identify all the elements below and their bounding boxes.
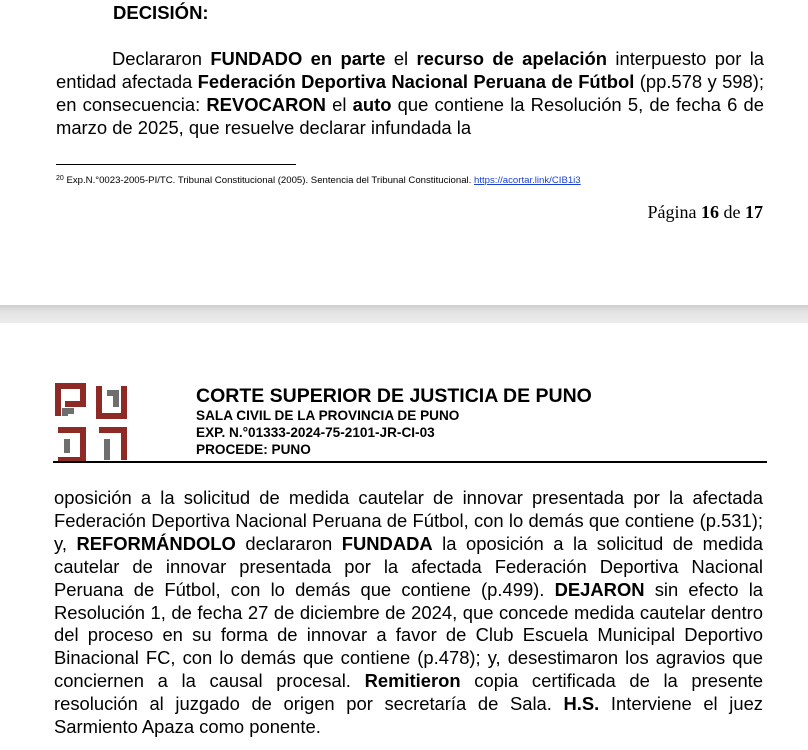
- decision-paragraph: Declararon FUNDADO en parte el recurso de apelación interpuesto por la entidad afectada Federación Deportiva Nacional Peruana de Fútbol (pp.578 y 598); en consecuencia: REVOCARON el auto que contiene la Resolución 5, de fecha 6 de marzo de 2025, que resuelve declarar infundada la: [56, 48, 765, 138]
- footnote-divider: [56, 164, 296, 165]
- case-origin: PROCEDE: PUNO: [196, 442, 311, 457]
- case-number: EXP. N.°01333-2024-75-2101-JR-CI-03: [196, 425, 435, 440]
- decision-heading: DECISIÓN:: [113, 2, 209, 23]
- page-number: Página 16 de 17: [647, 202, 763, 222]
- footnote-number: 20: [56, 175, 64, 182]
- document-page-17: [0, 323, 808, 750]
- court-header: [196, 385, 592, 458]
- header-divider: [53, 461, 767, 463]
- decision-continuation-paragraph: oposición a la solicitud de medida cautelar de innovar presentada por la afectada Federación Deportiva Nacional Peruana de Fútbol, con lo demás que contiene (p.531); y, REFORMÁNDOLO declararon FUNDADA la oposición a la solicitud de medida cautelar de innovar presentada por la afectada Federación Deportiva Nacional Peruana de Fútbol, con lo demás que contiene (p.499). DEJARON sin efecto la Resolución 1, de fecha 27 de diciembre de 2024, que concede medida cautelar dentro del proceso en su forma de innovar a favor de Club Escuela Municipal Deportivo Binacional FC, con lo demás que contiene (p.478); y, desestimaron los agravios que conciernen a la causal procesal. Remitieron copia certificada de la presente resolución al juzgado de origen por secretaría de Sala. H.S. Interviene el juez Sarmiento Apaza como ponente.: [54, 487, 764, 738]
- page-separator: [0, 305, 808, 323]
- document-page-16: [0, 0, 808, 305]
- footnote-text: Exp.N.°0023-2005-PI/TC. Tribunal Constitucional (2005). Sentencia del Tribunal Constitucional.: [63, 175, 474, 186]
- chamber-name: SALA CIVIL DE LA PROVINCIA DE PUNO: [196, 408, 460, 423]
- court-name: CORTE SUPERIOR DE JUSTICIA DE PUNO: [196, 385, 592, 407]
- pj-logo-icon: [54, 383, 134, 463]
- footnote: [56, 175, 581, 186]
- footnote-link[interactable]: https://acortar.link/CIB1i3: [474, 175, 581, 186]
